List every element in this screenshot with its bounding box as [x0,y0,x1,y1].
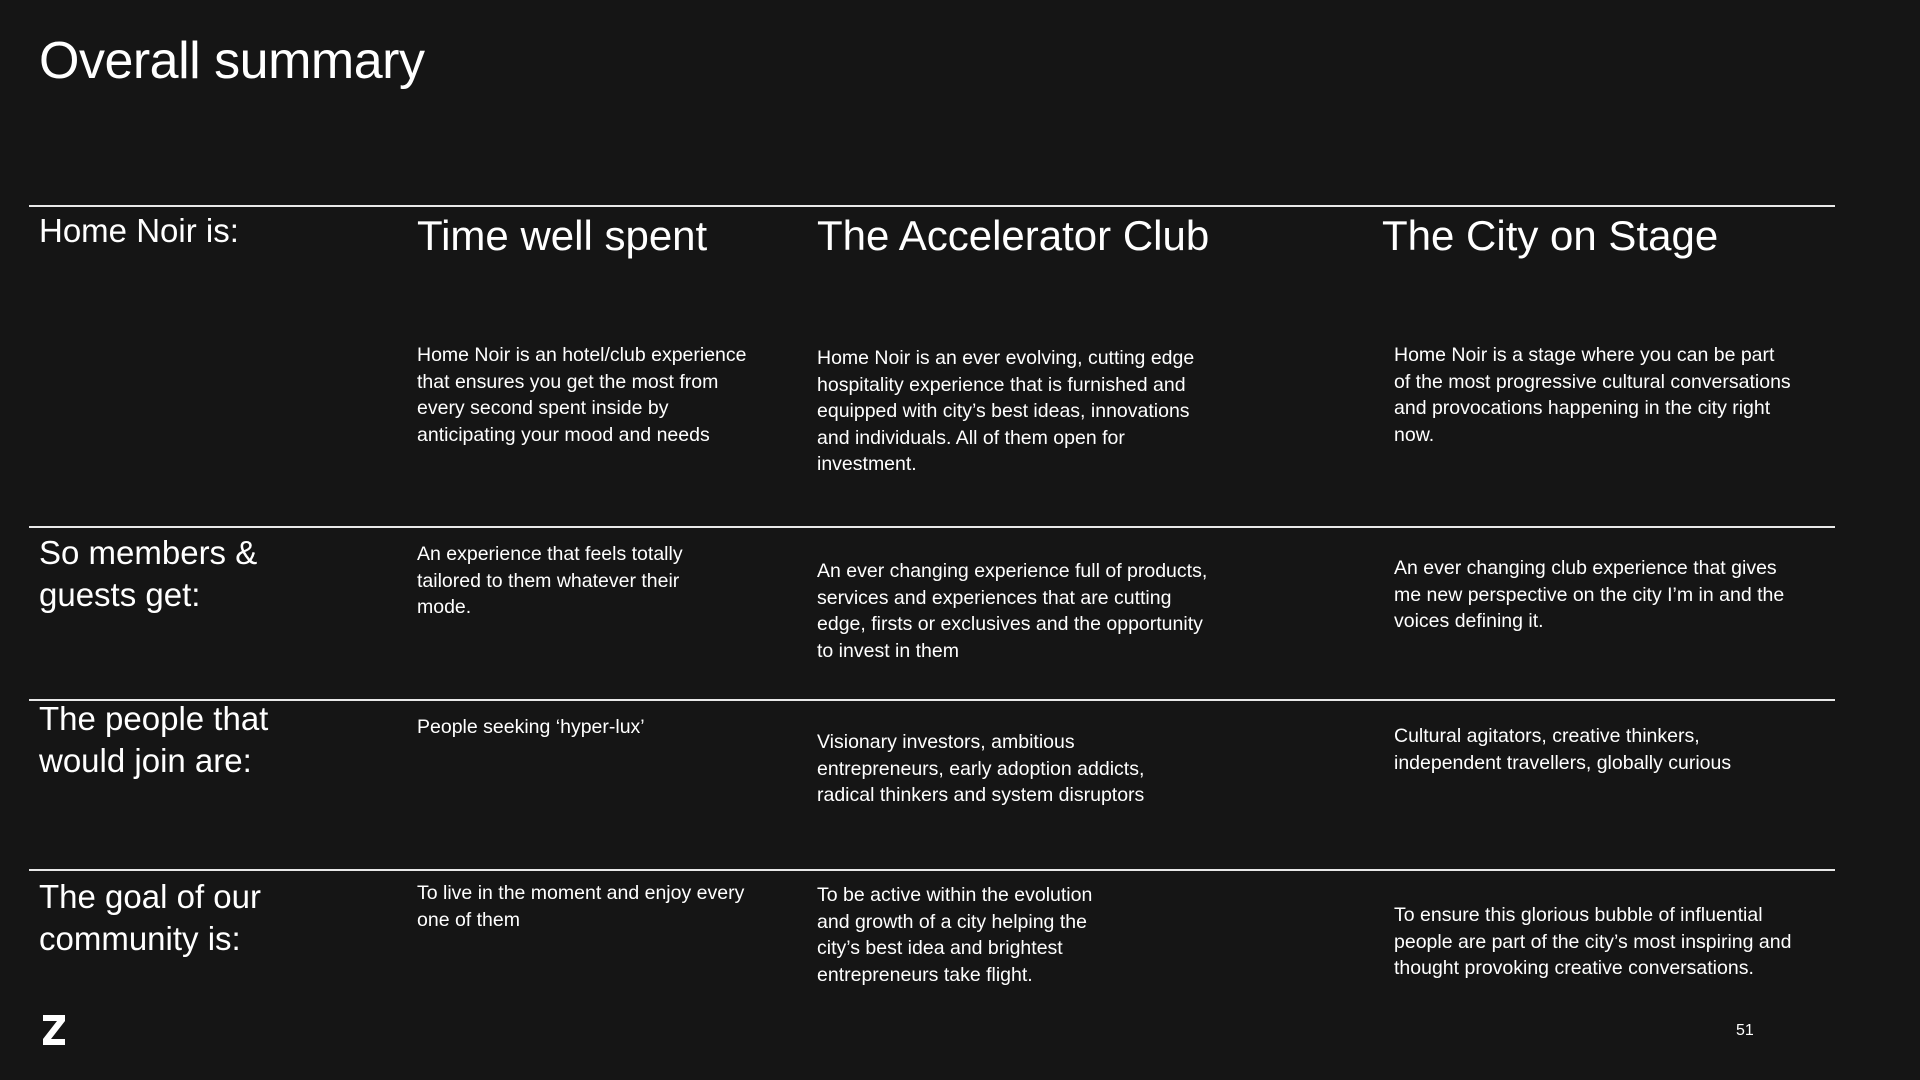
cell-members-time-well-spent: An experience that feels totally tailored to them whatever their mode. [417,543,683,618]
page-title: Overall summary [39,32,425,90]
cell-goal-accelerator-club: To be active within the evolution and growth of a city helping the city’s best idea and brightest entrepreneurs take flight. [817,884,1093,986]
row-label-members-guests-get: So members & guests get: [39,534,258,613]
cell-members-accelerator-club: An ever changing experience full of products, services and experiences that are cutting edge, firsts or exclusives and the opportunity to invest in them [817,560,1208,662]
cell-goal-city-on-stage: To ensure this glorious bubble of influential people are part of the city’s most inspiring and thought provoking creative conversations. [1394,904,1792,979]
cell-goal-time-well-spent: To live in the moment and enjoy every one of them [417,882,745,931]
z-logo-icon [41,1013,67,1047]
cell-home-noir-time-well-spent: Home Noir is an hotel/club experience that ensures you get the most from every second spent inside by anticipating your mood and needs [417,344,747,446]
divider-row-4 [29,869,1835,871]
page-number: 51 [1736,1022,1754,1039]
cell-people-accelerator-club: Visionary investors, ambitious entrepreneurs, early adoption addicts, radical thinkers and system disruptors [817,731,1145,806]
column-heading-city-on-stage: The City on Stage [1382,212,1719,259]
cell-people-city-on-stage: Cultural agitators, creative thinkers, independent travellers, globally curious [1394,725,1732,774]
column-heading-time-well-spent: Time well spent [417,212,708,259]
cell-people-time-well-spent: People seeking ‘hyper-lux’ [417,716,645,738]
row-label-community-goal: The goal of our community is: [39,878,261,957]
row-label-people-would-join: The people that would join are: [39,700,269,779]
cell-members-city-on-stage: An ever changing club experience that gives me new perspective on the city I’m in and the voices defining it. [1394,557,1785,632]
divider-row-2 [29,526,1835,528]
row-label-home-noir-is: Home Noir is: [39,212,239,249]
cell-home-noir-accelerator-club: Home Noir is an ever evolving, cutting edge hospitality experience that is furnished and equipped with city’s best ideas, innovations and individuals. All of them open for investment. [817,347,1195,475]
cell-home-noir-city-on-stage: Home Noir is a stage where you can be part of the most progressive cultural conversations and provocations happening in the city right now. [1394,344,1791,446]
column-heading-accelerator-club: The Accelerator Club [817,212,1210,259]
divider-top [29,205,1835,207]
